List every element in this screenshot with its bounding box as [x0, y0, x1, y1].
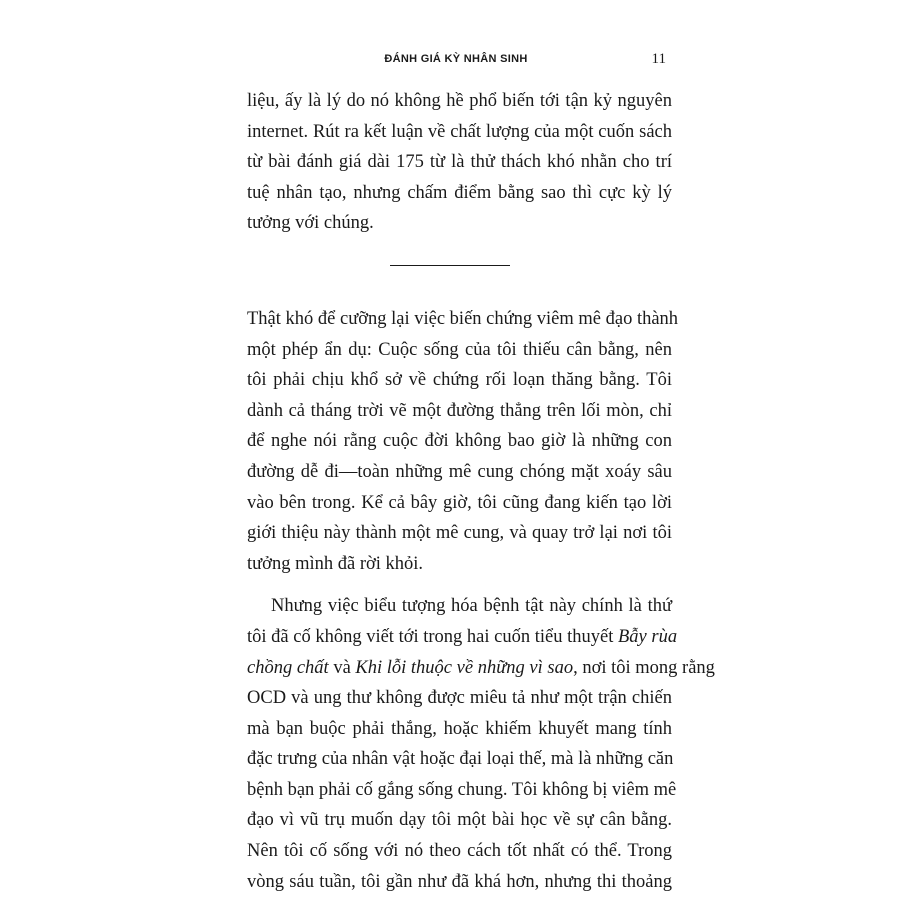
text-line: Nên tôi cố sống với nó theo cách tốt nhất có thể. Trong: [247, 841, 672, 862]
text-line: vào bên trong. Kể cả bây giờ, tôi cũng đang kiến tạo lời: [247, 492, 672, 513]
book-title-2: Khi lỗi thuộc về những vì sao: [355, 657, 574, 678]
text-line: Thật khó để cưỡng lại việc biến chứng viêm mê đạo thành: [247, 308, 679, 329]
text-line: đạo vì vũ trụ muốn dạy tôi một bài học về sự cân bằng.: [247, 810, 672, 831]
text-line: liệu, ấy là lý do nó không hề phổ biến tới tận kỷ nguyên: [247, 91, 672, 111]
text-line: giới thiệu này thành một mê cung, và quay trở lại nơi tôi: [247, 523, 672, 544]
paragraph-1: [247, 86, 672, 239]
text-line: mà bạn buộc phải thắng, hoặc khiếm khuyết mang tính: [247, 718, 672, 739]
text-line: tuệ nhân tạo, nhưng chấm điểm bằng sao thì cực kỳ lý: [247, 182, 672, 203]
text-line: tưởng mình đã rời khỏi.: [247, 553, 424, 574]
section-break: [247, 239, 672, 302]
text-line: một phép ẩn dụ: Cuộc sống của tôi thiếu cân bằng, nên: [247, 339, 672, 360]
text-line: [247, 622, 678, 653]
text-segment: và: [328, 657, 356, 678]
paragraph-2: [247, 304, 679, 579]
text-line: [247, 653, 715, 684]
book-title-1-continued: chồng chất: [247, 657, 329, 678]
text-segment: tôi đã cố không viết tới trong hai cuốn tiểu thuyết: [247, 626, 614, 647]
text-line: OCD và ung thư không được miêu tả như một trận chiến: [247, 688, 672, 709]
text-line: đường dễ đi—toàn những mê cung chóng mặt xoáy sâu: [247, 461, 672, 482]
text-line: để nghe nói rằng cuộc đời không bao giờ là những con: [247, 431, 672, 452]
running-title: ĐÁNH GIÁ KỲ NHÂN SINH: [384, 53, 528, 65]
text-line: internet. Rút ra kết luận về chất lượng của một cuốn sách: [247, 121, 672, 142]
book-title-1: Bẫy rùa: [617, 626, 678, 647]
text-line: tưởng với chúng.: [247, 213, 374, 234]
text-segment: , nơi tôi mong rằng: [573, 657, 715, 678]
text-line: dành cả tháng trời vẽ một đường thẳng trên lối mòn, chỉ: [247, 400, 672, 421]
text-line: bệnh bạn phải cố gắng sống chung. Tôi không bị viêm mê: [247, 779, 677, 800]
section-divider: [390, 265, 510, 266]
body-text: [247, 86, 715, 897]
paragraph-3: [247, 591, 715, 897]
text-line: vòng sáu tuần, tôi gần như đã khá hơn, nhưng thi thoảng: [247, 871, 672, 892]
text-line: đặc trưng của nhân vật hoặc đại loại thế, mà là những căn: [247, 749, 674, 770]
page-number: 11: [651, 51, 666, 67]
text-line: tôi phải chịu khổ sở về chứng rối loạn thăng bằng. Tôi: [247, 370, 672, 391]
running-header: [246, 49, 666, 69]
text-line: từ bài đánh giá dài 175 từ là thử thách khó nhằn cho trí: [247, 152, 672, 173]
text-line: Nhưng việc biểu tượng hóa bệnh tật này chính là thứ: [271, 596, 672, 617]
